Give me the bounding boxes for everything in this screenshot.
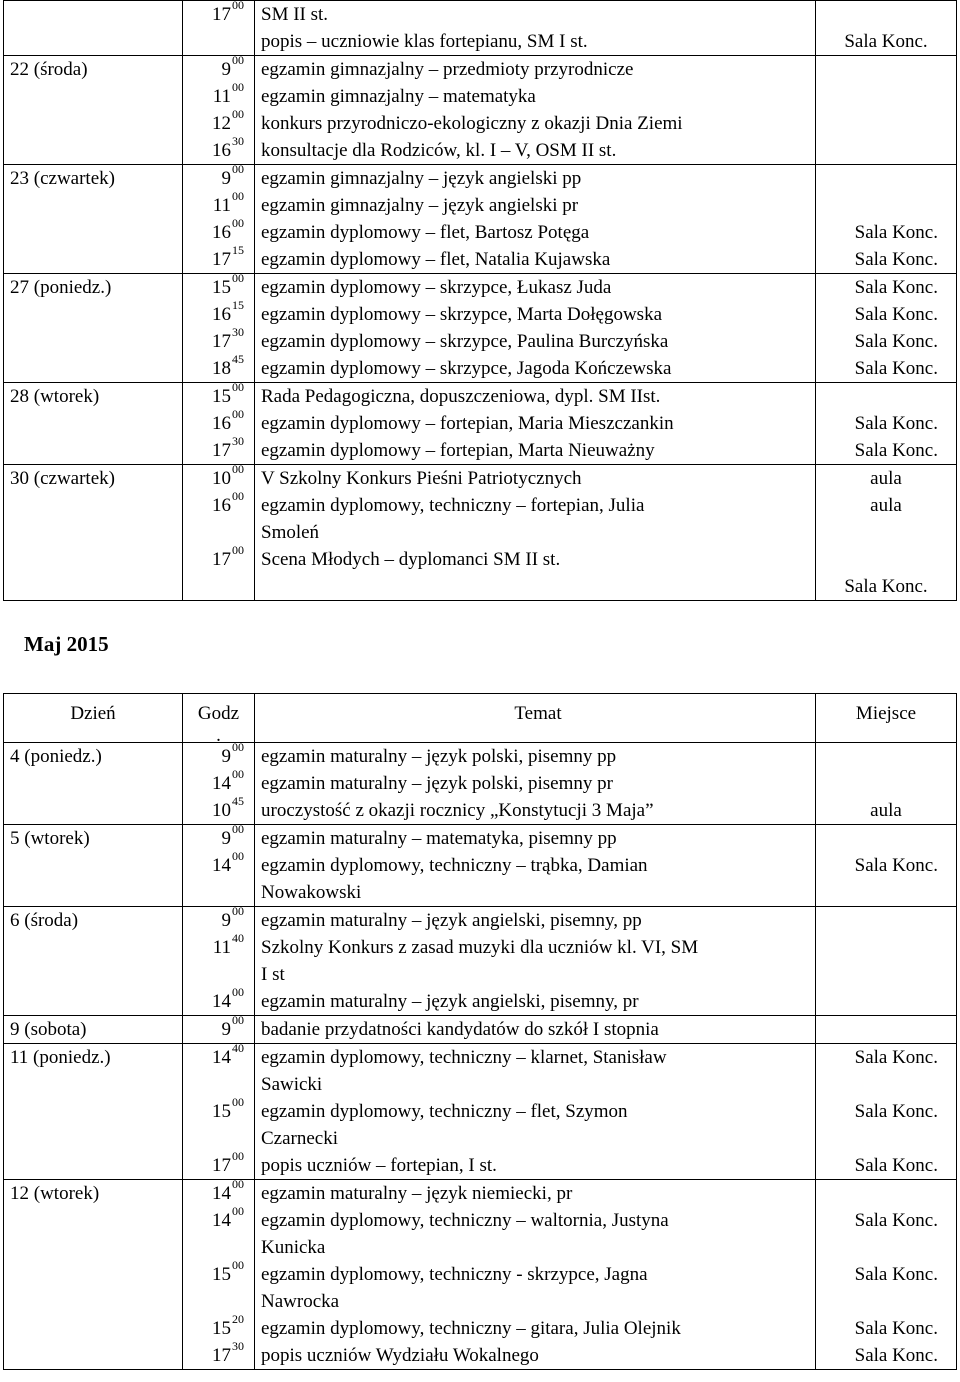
day-cell — [4, 165, 183, 273]
time-label — [183, 1312, 244, 1342]
time-minutes: 00 — [232, 822, 244, 836]
subject-line: Szkolny Konkurs z zasad muzyki dla uczniów kl. VI, SM — [261, 937, 699, 958]
place-cell — [816, 907, 956, 1015]
time-minutes: 45 — [232, 352, 244, 366]
time-minutes: 00 — [232, 216, 244, 230]
place-cell — [816, 825, 956, 906]
time-hour: 10 — [212, 468, 231, 489]
subject-line: egzamin dyplomowy, techniczny – waltornia, Justyna — [261, 1210, 669, 1231]
time-minutes: 40 — [232, 1041, 244, 1055]
place-label — [816, 770, 956, 797]
table-row — [4, 824, 956, 906]
time-minutes: 00 — [232, 767, 244, 781]
subject-line: Kunicka — [261, 1237, 326, 1258]
place-label: aula — [870, 468, 902, 489]
day-cell — [4, 743, 183, 824]
time-label — [183, 1204, 244, 1234]
april-schedule-table — [3, 0, 957, 601]
place-label — [816, 519, 956, 546]
place-label: Sala Konc. — [854, 222, 938, 243]
time-label — [183, 489, 244, 519]
place-label: aula — [870, 800, 902, 821]
subject-line: egzamin maturalny – język angielski, pisemny, pr — [261, 991, 639, 1012]
time-hour: 14 — [212, 773, 231, 794]
time-label — [183, 325, 244, 355]
place-label — [816, 1, 956, 28]
time-minutes: 00 — [232, 985, 244, 999]
time-label — [183, 434, 244, 464]
time-hour: 15 — [212, 277, 231, 298]
place-label: Sala Konc. — [854, 1155, 938, 1176]
place-label — [816, 383, 938, 410]
place-label: Sala Konc. — [854, 358, 938, 379]
subject-line: egzamin gimnazjalny – język angielski pr — [261, 195, 579, 216]
table-row — [4, 382, 956, 464]
subject-cell — [255, 1016, 816, 1043]
place-cell — [816, 1180, 956, 1369]
time-label — [183, 216, 244, 246]
place-label — [816, 1125, 938, 1152]
month-title: Maj 2015 — [24, 632, 109, 656]
subject-line: popis uczniów Wydziału Wokalnego — [261, 1345, 539, 1366]
day-cell — [4, 907, 183, 1015]
place-label — [816, 743, 956, 770]
time-label — [183, 931, 244, 961]
time-hour: 16 — [212, 495, 231, 516]
place-label: Sala Konc. — [854, 277, 938, 298]
subject-line: I st — [261, 964, 285, 985]
place-label: Sala Konc. — [854, 249, 938, 270]
time-hour: 9 — [221, 910, 231, 931]
time-minutes: 00 — [232, 849, 244, 863]
time-label — [183, 1013, 244, 1043]
subject-cell — [255, 465, 816, 600]
time-cell — [183, 904, 255, 1015]
place-label — [816, 961, 938, 988]
subject-line: Smoleń — [261, 522, 320, 543]
time-hour: 17 — [212, 1345, 231, 1366]
time-hour: 11 — [212, 86, 231, 107]
place-label: Sala Konc. — [854, 413, 938, 434]
place-label — [816, 907, 938, 934]
time-hour: 16 — [212, 304, 231, 325]
time-minutes: 00 — [232, 1258, 244, 1272]
time-minutes: 00 — [232, 271, 244, 285]
place-label — [816, 110, 938, 137]
time-minutes: 00 — [232, 1149, 244, 1163]
place-label — [816, 192, 938, 219]
time-hour: 9 — [221, 1019, 231, 1040]
time-minutes: 00 — [232, 904, 244, 918]
place-cell — [816, 274, 956, 382]
header-subject: Temat — [255, 694, 816, 742]
time-label — [183, 462, 244, 492]
place-cell — [816, 383, 956, 464]
time-minutes: 00 — [232, 53, 244, 67]
day-cell — [4, 825, 183, 906]
subject-line: egzamin gimnazjalny – przedmioty przyrodnicze — [261, 59, 634, 80]
subject-line: egzamin dyplomowy – skrzypce, Marta Dołęgowska — [261, 304, 663, 325]
time-label — [183, 1095, 244, 1125]
place-cell — [816, 1044, 956, 1179]
time-label — [183, 519, 244, 546]
time-hour: 15 — [212, 1101, 231, 1122]
subject-line: egzamin dyplomowy – skrzypce, Łukasz Juda — [261, 277, 612, 298]
time-minutes: 30 — [232, 1339, 244, 1353]
time-hour: 9 — [221, 168, 231, 189]
time-minutes: 00 — [232, 1013, 244, 1027]
time-cell — [183, 380, 255, 464]
subject-cell — [255, 56, 816, 164]
subject-line: egzamin dyplomowy, techniczny – gitara, Julia Olejnik — [261, 1318, 681, 1339]
time-hour: 14 — [212, 1210, 231, 1231]
subject-line: egzamin dyplomowy – skrzypce, Jagoda Kończewska — [261, 358, 672, 379]
time-hour: 15 — [212, 1318, 231, 1339]
day-label: 11 (poniedz.) — [10, 1047, 111, 1068]
header-place: Miejsce — [855, 703, 917, 724]
time-label — [183, 1234, 244, 1261]
subject-line: konsultacje dla Rodziców, kl. I – V, OSM II st. — [261, 140, 617, 161]
place-label: Sala Konc. — [854, 331, 938, 352]
subject-cell — [255, 1044, 816, 1179]
day-label: 6 (środa) — [10, 910, 79, 931]
time-label — [183, 53, 244, 83]
time-minutes: 00 — [232, 380, 244, 394]
time-hour: 9 — [221, 746, 231, 767]
time-minutes: 15 — [232, 243, 244, 257]
day-cell — [4, 465, 183, 600]
subject-line: egzamin dyplomowy, techniczny – fortepian, Julia — [261, 495, 645, 516]
time-label — [183, 407, 244, 437]
time-label — [183, 1258, 244, 1288]
time-label — [183, 134, 244, 164]
subject-line: V Szkolny Konkurs Pieśni Patriotycznych — [261, 468, 582, 489]
table-header — [4, 694, 956, 746]
place-label — [816, 825, 938, 852]
table-row — [4, 1043, 956, 1179]
day-label: 5 (wtorek) — [10, 828, 90, 849]
subject-line: Sawicki — [261, 1074, 323, 1095]
time-minutes: 30 — [232, 325, 244, 339]
time-hour: 17 — [212, 549, 231, 570]
place-label — [816, 83, 938, 110]
place-label: Sala Konc. — [854, 1264, 938, 1285]
time-hour: 16 — [212, 140, 231, 161]
time-hour: 17 — [212, 440, 231, 461]
time-hour: 14 — [212, 991, 231, 1012]
time-label — [183, 298, 244, 328]
time-label — [183, 961, 244, 988]
time-label — [183, 1, 244, 28]
time-hour: 10 — [212, 800, 231, 821]
time-minutes: 30 — [232, 434, 244, 448]
place-label: Sala Konc. — [854, 440, 938, 461]
time-label — [183, 1339, 244, 1369]
table-row — [4, 273, 956, 382]
time-minutes: 00 — [232, 543, 244, 557]
place-label — [816, 165, 938, 192]
place-label: Sala Konc. — [854, 1101, 938, 1122]
time-minutes: 00 — [232, 489, 244, 503]
time-label — [183, 1041, 244, 1071]
time-minutes: 30 — [232, 134, 244, 148]
subject-line: egzamin maturalny – matematyka, pisemny pp — [261, 828, 617, 849]
subject-cell — [255, 743, 816, 824]
time-hour: 11 — [212, 195, 231, 216]
time-minutes: 00 — [232, 1177, 244, 1191]
time-label — [183, 904, 244, 934]
time-minutes: 00 — [232, 407, 244, 421]
time-label — [183, 794, 244, 824]
time-minutes: 00 — [232, 107, 244, 121]
subject-line: konkurs przyrodniczo-ekologiczny z okazji Dnia Ziemi — [261, 113, 683, 134]
day-cell — [4, 274, 183, 382]
time-label — [183, 162, 244, 192]
time-hour: 16 — [212, 413, 231, 434]
place-label — [816, 56, 938, 83]
time-hour: 17 — [212, 4, 231, 25]
time-cell — [183, 1013, 255, 1043]
time-minutes: 00 — [232, 1095, 244, 1109]
place-label — [816, 1234, 938, 1261]
subject-line: egzamin maturalny – język niemiecki, pr — [261, 1183, 573, 1204]
place-cell — [816, 743, 956, 824]
table-row — [4, 55, 956, 164]
subject-line: SM II st. — [261, 4, 329, 25]
subject-line: Rada Pedagogiczna, dopuszczeniowa, dypl. SM IIst. — [261, 386, 661, 407]
time-cell — [183, 1041, 255, 1179]
subject-cell — [255, 165, 816, 273]
time-label — [183, 28, 244, 55]
table-row — [4, 464, 956, 600]
time-minutes: 00 — [232, 1204, 244, 1218]
time-label — [183, 1071, 244, 1098]
time-minutes: 00 — [232, 462, 244, 476]
table-row — [4, 164, 956, 273]
subject-cell — [255, 907, 816, 1015]
header-time-dot: . — [216, 725, 221, 746]
time-label — [183, 1125, 244, 1152]
subject-line: egzamin gimnazjalny – język angielski pp — [261, 168, 582, 189]
day-label: 22 (środa) — [10, 59, 88, 80]
time-label — [183, 80, 244, 110]
time-cell — [183, 271, 255, 382]
time-minutes: 45 — [232, 794, 244, 808]
table-row — [4, 906, 956, 1015]
place-label — [816, 1288, 938, 1315]
time-cell — [183, 162, 255, 273]
subject-line: egzamin dyplomowy, techniczny - skrzypce, Jagna — [261, 1264, 648, 1285]
header-time: Godz . — [183, 694, 255, 742]
time-hour: 9 — [221, 828, 231, 849]
time-cell — [183, 1177, 255, 1369]
subject-line: egzamin dyplomowy – skrzypce, Paulina Burczyńska — [261, 331, 669, 352]
day-label — [10, 1, 182, 28]
time-minutes: 15 — [232, 298, 244, 312]
place-label — [816, 1016, 938, 1043]
time-label — [183, 243, 244, 273]
place-label — [816, 1071, 938, 1098]
time-label — [183, 1288, 244, 1315]
subject-line: egzamin dyplomowy – fortepian, Maria Mieszczankin — [261, 413, 674, 434]
place-label — [816, 879, 938, 906]
time-hour: 17 — [212, 249, 231, 270]
time-hour: 15 — [212, 386, 231, 407]
time-label — [183, 380, 244, 410]
place-cell — [816, 56, 956, 164]
subject-line: popis uczniów – fortepian, I st. — [261, 1155, 497, 1176]
time-hour: 18 — [212, 358, 231, 379]
place-label — [816, 988, 938, 1015]
time-label — [183, 189, 244, 219]
subject-line: Czarnecki — [261, 1128, 339, 1149]
time-hour: 17 — [212, 1155, 231, 1176]
table-row — [4, 1, 956, 55]
time-minutes: 00 — [232, 189, 244, 203]
time-label — [183, 849, 244, 879]
time-minutes: 00 — [232, 162, 244, 176]
subject-line: egzamin maturalny – język angielski, pisemny, pp — [261, 910, 642, 931]
subject-cell — [255, 383, 816, 464]
table-row — [4, 1015, 956, 1043]
place-label — [816, 1180, 938, 1207]
subject-line: badanie przydatności kandydatów do szkół I stopnia — [261, 1019, 659, 1040]
place-label: Sala Konc. — [844, 576, 928, 597]
table-row — [4, 742, 956, 824]
subject-line: egzamin dyplomowy, techniczny – trąbka, Damian — [261, 855, 648, 876]
subject-line: egzamin dyplomowy, techniczny – klarnet, Stanisław — [261, 1047, 667, 1068]
subject-line — [261, 573, 815, 600]
place-cell — [816, 465, 956, 600]
day-cell — [4, 1180, 183, 1369]
time-label — [183, 271, 244, 301]
day-cell — [4, 1016, 183, 1043]
day-cell — [4, 383, 183, 464]
time-hour: 12 — [212, 113, 231, 134]
day-label: 28 (wtorek) — [10, 386, 100, 407]
place-cell — [816, 1016, 956, 1043]
time-label — [183, 543, 244, 573]
time-minutes: 40 — [232, 931, 244, 945]
subject-line: egzamin dyplomowy – flet, Natalia Kujawska — [261, 249, 611, 270]
time-label — [183, 822, 244, 852]
place-label: Sala Konc. — [854, 304, 938, 325]
place-label: aula — [870, 495, 902, 516]
day-cell — [4, 1044, 183, 1179]
time-minutes: 00 — [232, 740, 244, 754]
time-cell — [183, 1, 255, 55]
time-minutes: 00 — [232, 0, 244, 12]
time-label — [183, 107, 244, 137]
subject-line: egzamin maturalny – język polski, pisemny pp — [261, 746, 617, 767]
subject-line: uroczystość z okazji rocznicy „Konstytucji 3 Maja” — [261, 800, 654, 821]
time-hour: 11 — [212, 937, 231, 958]
subject-line: egzamin maturalny – język polski, pisemny pr — [261, 773, 613, 794]
day-label: 30 (czwartek) — [10, 468, 115, 489]
time-hour: 17 — [212, 331, 231, 352]
place-label: Sala Konc. — [854, 1047, 938, 1068]
place-label: Sala Konc. — [854, 1345, 938, 1366]
subject-line: Scena Młodych – dyplomanci SM II st. — [261, 549, 561, 570]
place-label — [816, 934, 938, 961]
place-label: Sala Konc. — [854, 1210, 938, 1231]
place-label: Sala Konc. — [854, 855, 938, 876]
subject-cell — [255, 1180, 816, 1369]
time-hour: 14 — [212, 855, 231, 876]
day-label: 27 (poniedz.) — [10, 277, 112, 298]
time-label — [183, 985, 244, 1015]
day-label: 12 (wtorek) — [10, 1183, 100, 1204]
place-cell — [816, 1, 956, 55]
time-label — [183, 352, 244, 382]
time-hour: 16 — [212, 222, 231, 243]
header-day: Dzień — [4, 694, 183, 742]
time-hour: 14 — [212, 1183, 231, 1204]
day-label: 9 (sobota) — [10, 1019, 87, 1040]
time-label — [183, 1149, 244, 1179]
time-hour: 14 — [212, 1047, 231, 1068]
place-label: Sala Konc. — [854, 1318, 938, 1339]
subject-line: egzamin dyplomowy – fortepian, Marta Nieuważny — [261, 440, 655, 461]
time-label — [183, 879, 244, 906]
place-label — [816, 546, 956, 573]
subject-cell — [255, 274, 816, 382]
day-label: 23 (czwartek) — [10, 168, 115, 189]
day-cell — [4, 1, 183, 55]
time-hour: 9 — [221, 59, 231, 80]
time-cell — [183, 462, 255, 600]
time-hour: 15 — [212, 1264, 231, 1285]
subject-line: egzamin gimnazjalny – matematyka — [261, 86, 536, 107]
may-schedule-table — [3, 693, 957, 1370]
subject-line: Nawrocka — [261, 1291, 340, 1312]
subject-line: egzamin dyplomowy – flet, Bartosz Potęga — [261, 222, 590, 243]
subject-line: popis – uczniowie klas fortepianu, SM I st. — [261, 31, 588, 52]
time-minutes: 20 — [232, 1312, 244, 1326]
time-cell — [183, 822, 255, 906]
table-row — [4, 1179, 956, 1369]
place-label: Sala Konc. — [844, 31, 928, 52]
day-label: 4 (poniedz.) — [10, 746, 102, 767]
time-label — [183, 767, 244, 797]
time-minutes: 00 — [232, 80, 244, 94]
subject-cell — [255, 1, 816, 55]
time-label — [183, 573, 244, 600]
place-label — [816, 137, 938, 164]
time-label — [183, 1177, 244, 1207]
subject-line: egzamin dyplomowy, techniczny – flet, Szymon — [261, 1101, 628, 1122]
subject-cell — [255, 825, 816, 906]
subject-line: Nowakowski — [261, 882, 362, 903]
day-cell — [4, 56, 183, 164]
place-cell — [816, 165, 956, 273]
time-cell — [183, 53, 255, 164]
